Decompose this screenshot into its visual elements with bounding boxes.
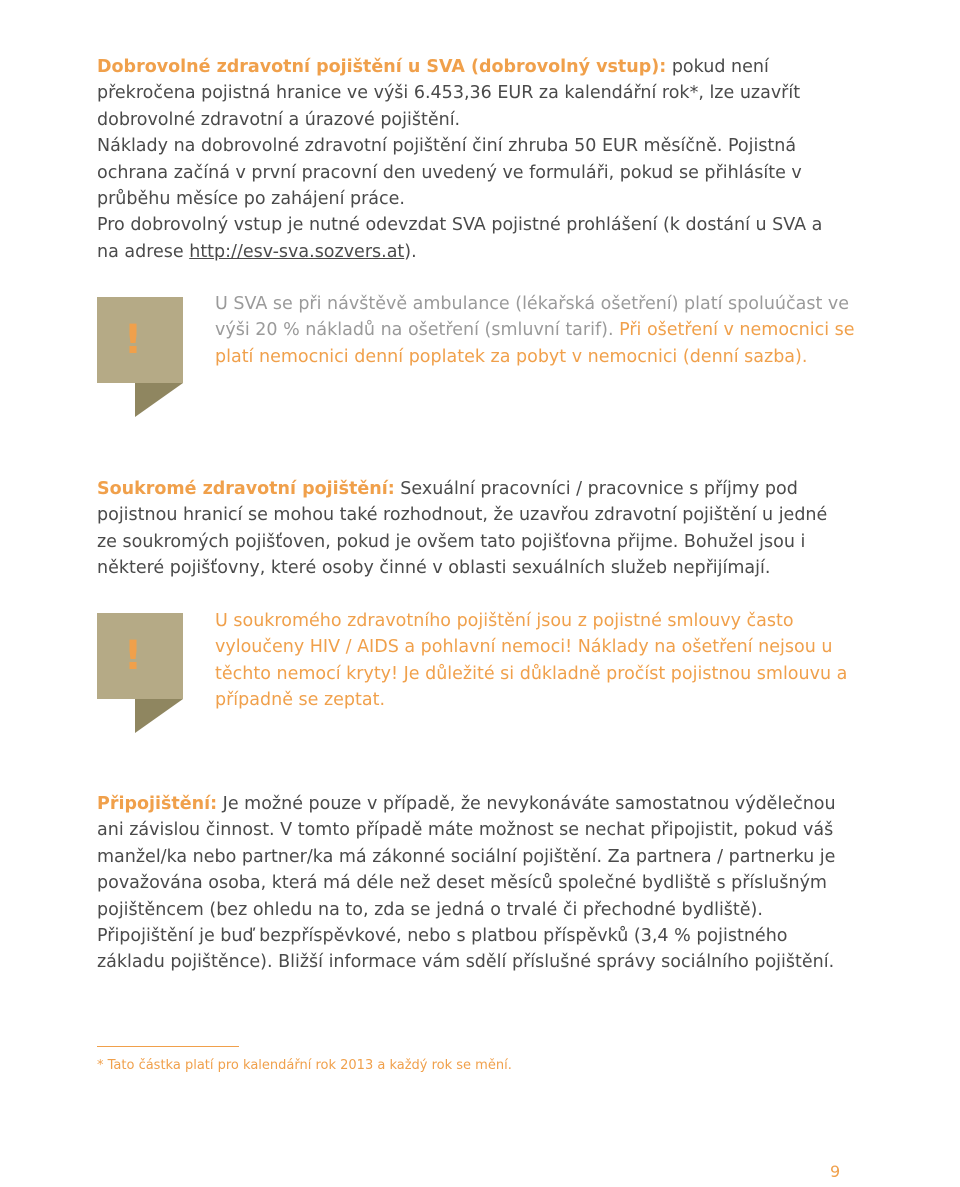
note-text: U soukromého zdravotního pojištění jsou z pojistné smlouvy často vyloučeny HIV / AIDS a pohlavní nemoci! Náklady na ošetření nejsou u těchto nemocí kryty! Je důležité si důkladně pročíst pojistnou smlouvu a případně se zeptat.: [215, 611, 848, 711]
section-heading: Soukromé zdravotní pojištění:: [97, 479, 395, 499]
svg-text:!: !: [123, 633, 143, 679]
footnote-divider: [97, 1046, 239, 1047]
footnote: * Tato částka platí pro kalendářní rok 2013 a každý rok se mění.: [97, 1058, 512, 1073]
section-private-insurance: [97, 476, 842, 582]
svg-text:!: !: [123, 317, 143, 363]
section-text: Je možné pouze v případě, že nevykonáváte samostatnou výdělečnou ani závislou činnost. V tomto případě máte možnost se nechat připojistit, pokud váš manžel/ka nebo partner/ka má zákonné sociální pojištění. Za partnera / partnerku je považována osoba, která má déle než deset měsíců společné bydliště s příslušným pojištěncem (bez ohledu na to, zda se jedná o trvalé či přechodné bydliště). Připojištění je buď bezpříspěvkové, nebo s platbou příspěvků (3,4 % pojistného základu pojištěnce). Bližší informace vám sdělí příslušné správy sociálního pojištění.: [97, 794, 836, 973]
note-private-exclusions: [215, 608, 855, 714]
note-text: Při ošetření v nemocnici se platí nemocnici denní poplatek za pobyt v nemocnici (denní sazba).: [215, 320, 855, 367]
page-number: 9: [830, 1162, 841, 1181]
note-ambulance: [215, 291, 855, 370]
section-text: Sexuální pracovníci / pracovnice s příjmy pod pojistnou hranicí se mohou také rozhodnout, že uzavřou zdravotní pojištění u jedné ze soukromých pojišťoven, pokud je ovšem tato pojišťovna přijme. Bohužel jsou i některé pojišťovny, které osoby činné v oblasti sexuálních služeb nepřijímají.: [97, 479, 828, 579]
sva-link[interactable]: http://esv-sva.sozvers.at: [189, 241, 405, 262]
warning-icon: [97, 613, 183, 733]
section-heading: Dobrovolné zdravotní pojištění u SVA (dobrovolný vstup):: [97, 57, 667, 77]
section-co-insurance: [97, 791, 847, 976]
section-text: Náklady na dobrovolné zdravotní pojištění činí zhruba 50 EUR měsíčně. Pojistná ochrana začíná v první pracovní den uvedený ve formuláři, pokud se přihlásíte v průběhu měsíce po zahájení práce.: [97, 136, 802, 210]
section-text: pokud není překročena pojistná hranice ve výši 6.453,36 EUR za kalendářní rok*, lze uzavřít dobrovolné zdravotní a úrazové pojištění.: [97, 57, 801, 130]
note-text: U SVA se při návštěvě ambulance (lékařská ošetření) platí spoluúčast ve výši 20 % nákladů na ošetření (smluvní tarif).: [215, 294, 850, 341]
section-heading: Připojištění:: [97, 794, 218, 814]
section-text: Pro dobrovolný vstup je nutné odevzdat SVA pojistné prohlášení (k dostání u SVA a na adrese: [97, 215, 823, 262]
warning-icon: [97, 297, 183, 417]
section-voluntary-insurance: [97, 54, 842, 265]
section-text: ).: [404, 241, 417, 262]
